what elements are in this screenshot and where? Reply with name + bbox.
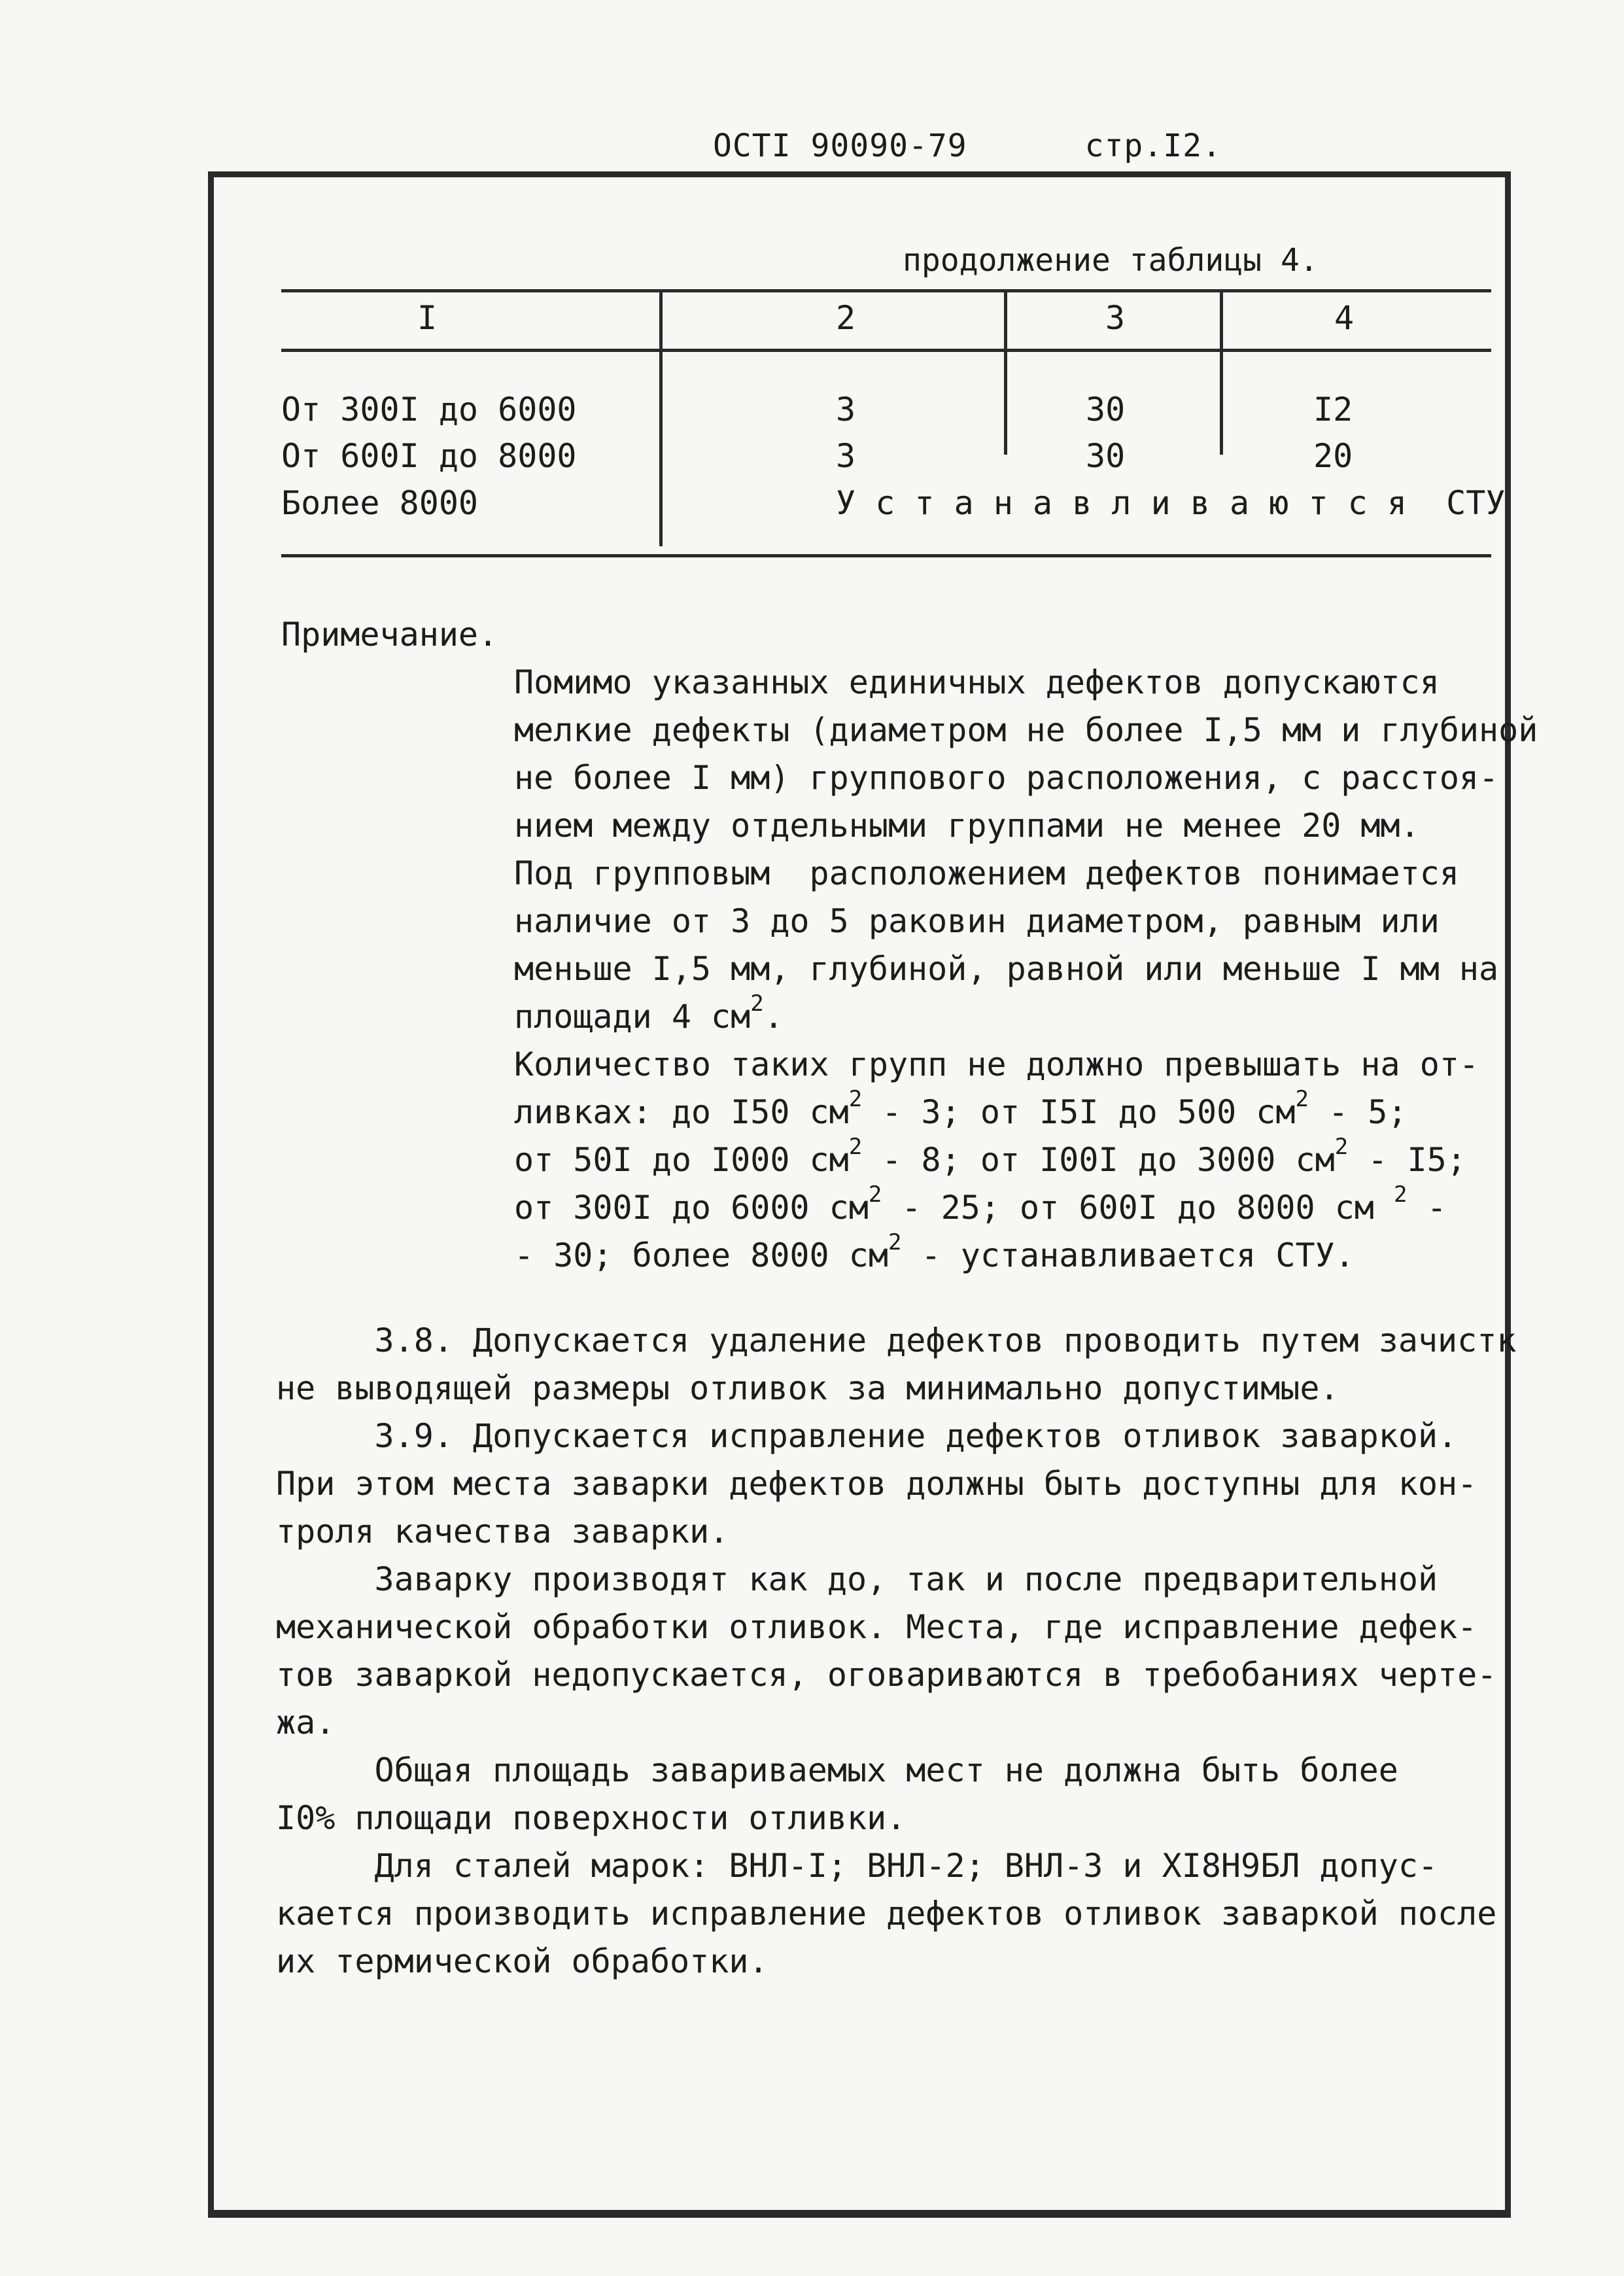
- table-cell: 30: [1086, 437, 1126, 475]
- document-code: ОСТI 90090-79: [713, 128, 967, 164]
- body-line: троля качества заварки.: [276, 1513, 729, 1550]
- note-line: Помимо указанных единичных дефектов допускаются: [514, 663, 1440, 701]
- body-line: тов заваркой недопускается, оговариваются в требобаниях черте-: [276, 1656, 1497, 1694]
- body-line: Общая площадь завариваемых мест не должна быть более: [276, 1751, 1398, 1789]
- body-line: 3.8. Допускается удаление дефектов проводить путем зачистк: [276, 1322, 1517, 1359]
- body-line: Для сталей марок: ВНЛ-I; ВНЛ-2; ВНЛ-3 и XI8Н9БЛ допус-: [276, 1847, 1438, 1885]
- body-line: Заварку производят как до, так и после предварительной: [276, 1560, 1438, 1598]
- body-line: I0% площади поверхности отливки.: [276, 1799, 907, 1837]
- note-label: Примечание.: [281, 616, 498, 654]
- note-line: ливках: до I50 $см^2 - 3$; от I5I до 500 $см^2 - 5$;: [514, 1086, 1408, 1131]
- table-col-divider-3: [1220, 291, 1223, 455]
- note-line: не более I мм) группового расположения, с расстоя-: [514, 759, 1499, 797]
- table-header-rule: [281, 349, 1491, 352]
- table-col-divider-1: [659, 291, 663, 546]
- body-line: их термической обработки.: [276, 1942, 769, 1980]
- body-text: [276, 1269, 1516, 2033]
- table-header-col-1: I: [417, 299, 438, 337]
- note-line: мелкие дефекты (диаметром не более I,5 мм и глубиной: [514, 711, 1538, 749]
- table-cell: От 300I до 6000: [281, 391, 577, 429]
- table-caption: продолжение таблицы 4.: [903, 242, 1319, 279]
- note-line: меньше I,5 мм, глубиной, равной или меньше I мм на: [514, 950, 1499, 988]
- table-span-cell: У с т а н а в л и в а ю т с я СТУ: [836, 484, 1506, 522]
- table-header-col-3: 3: [1105, 299, 1126, 337]
- note-line: площади 4 $см^2$.: [514, 990, 784, 1036]
- body-line: механической обработки отливок. Места, где исправление дефек-: [276, 1608, 1477, 1646]
- body-line: не выводящей размеры отливок за минимально допустимые.: [276, 1369, 1339, 1407]
- table-header-col-4: 4: [1334, 299, 1355, 337]
- table-cell: 3: [836, 437, 856, 475]
- body-line: жа.: [276, 1704, 336, 1742]
- note-line: от 50I до I000 $см^2 - 8$; от I00I до 3000 $см^2 - I5$;: [514, 1134, 1466, 1179]
- page-number: стр.I2.: [1084, 128, 1222, 164]
- note-line: Под групповым расположением дефектов понимается: [514, 854, 1459, 892]
- table-cell: 30: [1086, 391, 1126, 429]
- table-bottom-rule: [281, 554, 1491, 557]
- note-line: от 300I до 6000 $см^2 - 25$; от 600I до 8000 см $^2$ -: [514, 1182, 1447, 1227]
- note-line: - 30; более 8000 $см^2$ - устанавливается СТУ.: [514, 1229, 1355, 1274]
- note-line: Количество таких групп не должно превышать на от-: [514, 1045, 1479, 1083]
- table-cell: I2: [1313, 391, 1353, 429]
- body-line: При этом места заварки дефектов должны быть доступны для кон-: [276, 1465, 1477, 1503]
- note-line: наличие от 3 до 5 раковин диаметром, равным или: [514, 902, 1440, 940]
- table-top-rule: [281, 289, 1491, 292]
- page-header: [713, 128, 1222, 164]
- table-cell: 20: [1313, 437, 1353, 475]
- note-line: нием между отдельными группами не менее 20 мм.: [514, 807, 1420, 845]
- note-text: [514, 611, 1538, 1327]
- table-header-col-2: 2: [836, 299, 856, 337]
- table-cell: Более 8000: [281, 484, 479, 522]
- table-cell: 3: [836, 391, 856, 429]
- body-line: 3.9. Допускается исправление дефектов отливок заваркой.: [276, 1417, 1458, 1455]
- table-cell: От 600I до 8000: [281, 437, 577, 475]
- body-line: кается производить исправление дефектов отливок заваркой после: [276, 1895, 1497, 1933]
- table-col-divider-2: [1004, 291, 1007, 455]
